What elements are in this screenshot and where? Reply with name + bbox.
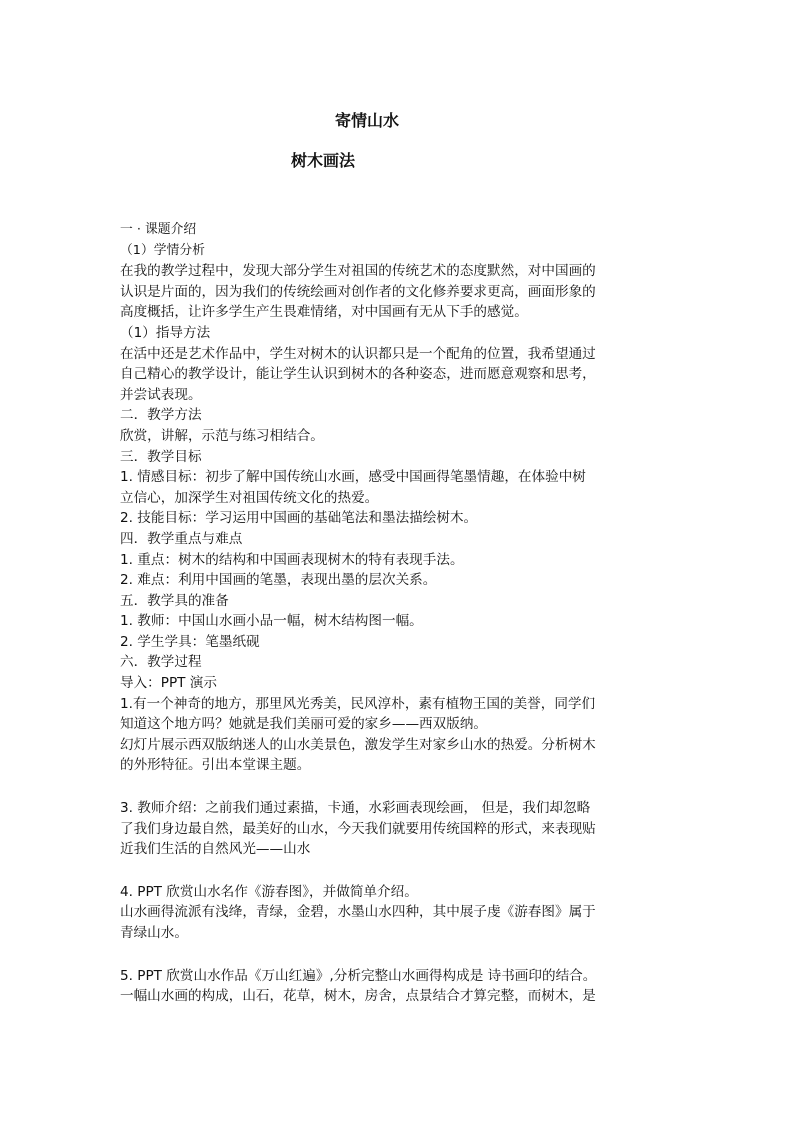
- text-line: 立信心，加深学生对祖国传统文化的热爱。: [120, 489, 379, 506]
- text-line: 欣赏，讲解，示范与练习相结合。: [120, 427, 324, 444]
- paragraph-gap: [120, 860, 680, 882]
- text-line: 高度概括，让许多学生产生畏难情绪，对中国画有无从下手的感觉。: [120, 304, 528, 321]
- text-line: 1. 情感目标：初步了解中国传统山水画，感受中国画得笔墨情趣，在体验中树: [120, 469, 586, 486]
- document-body: [120, 220, 680, 1007]
- text-line: 的外形特征。引出本堂课主题。: [120, 757, 311, 774]
- text-line: 3. 教师介绍：之前我们通过素描，卡通，水彩画表现绘画， 但是，我们却忽略: [120, 800, 591, 817]
- text-line: 知道这个地方吗？她就是我们美丽可爱的家乡——西双版纳。: [120, 716, 488, 733]
- text-line: 4. PPT 欣赏山水名作《游春图》，并做简单介绍。: [120, 883, 418, 900]
- text-line: 1. 教师：中国山水画小品一幅，树木结构图一幅。: [120, 613, 423, 630]
- text-line: 2. 学生学具：笔墨纸砚: [120, 633, 260, 650]
- text-line: 导入：PPT 演示: [120, 675, 217, 692]
- text-line: 幻灯片展示西双版纳迷人的山水美景色，激发学生对家乡山水的热爱。分析树木: [120, 736, 596, 753]
- text-line: （1）学情分析: [120, 242, 205, 258]
- text-line: 认识是片面的，因为我们的传统绘画对创作者的文化修养要求更高，画面形象的: [120, 283, 596, 300]
- text-line: 山水画得流派有浅绛，青绿，金碧，水墨山水四种，其中展子虔《游春图》属于: [120, 904, 596, 921]
- text-line: （1）指导方法: [120, 324, 211, 341]
- text-line: 了我们身边最自然，最美好的山水，今天我们就要用传统国粹的形式，来表现贴: [120, 820, 596, 837]
- text-line: 近我们生活的自然风光——山水: [120, 841, 311, 858]
- text-line: 在活中还是艺术作品中，学生对树木的认识都只是一个配角的位置，我希望通过: [120, 345, 596, 362]
- text-line: 2. 技能目标：学习运用中国画的基础笔法和墨法描绘树木。: [120, 510, 478, 527]
- text-line: 一 · 课题介绍: [120, 222, 197, 237]
- text-line: 1. 重点：树木的结构和中国画表现树木的特有表现手法。: [120, 551, 464, 568]
- text-line: 1.有一个神奇的地方，那里风光秀美，民风淳朴，素有植物王国的美誉，同学们: [120, 695, 596, 712]
- text-line: 三．教学目标: [120, 448, 202, 465]
- text-line: 2. 难点：利用中国画的笔墨，表现出墨的层次关系。: [120, 572, 437, 589]
- text-line: 一幅山水画的构成，山石，花草，树木，房舍，点景结合才算完整，而树木，是: [120, 988, 596, 1005]
- text-line: 在我的教学过程中，发现大部分学生对祖国的传统艺术的态度默然，对中国画的: [120, 263, 596, 280]
- text-line: 5. PPT 欣赏山水作品《万山红遍》,分析完整山水画得构成是 诗书画印的结合。: [120, 967, 597, 984]
- text-line: 并尝试表现。: [120, 386, 202, 403]
- text-line: 四．教学重点与难点: [120, 530, 243, 547]
- text-line: 五．教学具的准备: [120, 592, 229, 609]
- document-subtitle: 树木画法: [291, 151, 356, 170]
- text-line: 自己精心的教学设计，能让学生认识到树木的各种姿态，进而愿意观察和思考，: [120, 366, 596, 383]
- paragraph-gap: [120, 776, 680, 798]
- paragraph-gap: [120, 944, 680, 966]
- text-line: 六．教学过程: [120, 654, 202, 671]
- text-line: 二．教学方法: [120, 407, 202, 424]
- text-line: 青绿山水。: [120, 925, 188, 941]
- document-title: 寄情山水: [335, 111, 400, 130]
